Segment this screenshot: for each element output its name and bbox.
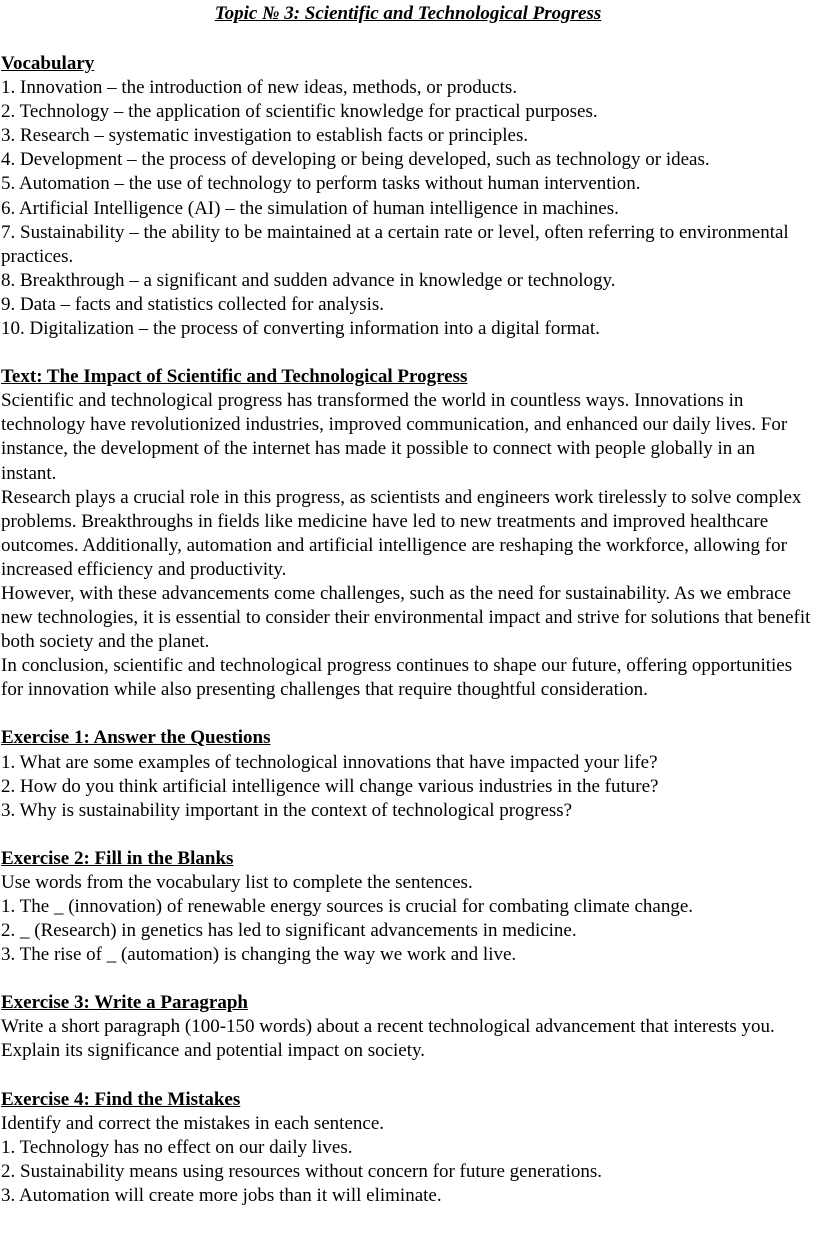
- vocabulary-item: 5. Automation – the use of technology to perform tasks without human intervention.: [1, 173, 641, 195]
- exercise-1-heading: Exercise 1: Answer the Questions: [1, 727, 271, 749]
- exercise-2-sentence: 1. The _ (innovation) of renewable energy sources is crucial for combating climate change.: [1, 896, 694, 917]
- vocabulary-item: 2. Technology – the application of scientific knowledge for practical purposes.: [1, 101, 598, 123]
- exercise-4-instruction: Identify and correct the mistakes in each sentence.: [1, 1112, 384, 1134]
- exercise-1-question: 1. What are some examples of technological innovations that have impacted your life?: [1, 751, 658, 773]
- exercise-1-section: [0, 726, 816, 822]
- vocabulary-item: 1. Innovation – the introduction of new ideas, methods, or products.: [1, 77, 518, 99]
- vocabulary-item: 9. Data – facts and statistics collected for analysis.: [1, 293, 385, 315]
- vocabulary-item: 8. Breakthrough – a significant and sudden advance in knowledge or technology.: [1, 269, 616, 291]
- exercise-4-section: [0, 1088, 816, 1208]
- text-paragraph: Research plays a crucial role in this progress, as scientists and engineers work tirelessly to solve complex problems. Breakthroughs in fields like medicine have led to new treatments and improved healthcare outcomes. Additionally, automation and artificial intelligence are reshaping the workforce, allowing for increased efficiency and productivity.: [1, 486, 802, 580]
- vocabulary-heading: Vocabulary: [1, 53, 95, 74]
- exercise-1-question: 3. Why is sustainability important in the context of technological progress?: [1, 799, 573, 821]
- exercise-2-heading: Exercise 2: Fill in the Blanks: [1, 847, 234, 869]
- exercise-2-section: [0, 847, 816, 967]
- exercise-4-heading: Exercise 4: Find the Mistakes: [1, 1088, 241, 1110]
- text-paragraph: However, with these advancements come challenges, such as the need for sustainability. As we embrace new technologies, it is essential to consider their environmental impact and strive for solutions that benefit both society and the planet.: [1, 582, 811, 653]
- exercise-2-instruction: Use words from the vocabulary list to complete the sentences.: [1, 871, 473, 893]
- exercise-3-heading: Exercise 3: Write a Paragraph: [1, 992, 248, 1014]
- reading-text-heading: Text: The Impact of Scientific and Technological Progress: [1, 366, 468, 388]
- exercise-4-sentence: 1. Technology has no effect on our daily lives.: [1, 1136, 353, 1158]
- exercise-2-sentence: 3. The rise of _ (automation) is changing the way we work and live.: [1, 944, 517, 966]
- vocabulary-item: 3. Research – systematic investigation to establish facts or principles.: [1, 125, 529, 147]
- text-paragraph: Scientific and technological progress has transformed the world in countless ways. Innovations in technology have revolutionized industries, improved communication, and enhanced our daily lives. For instance, the development of the internet has made it possible to connect with people globally in an instant.: [1, 390, 788, 484]
- page-title: Topic № 3: Scientific and Technological Progress: [214, 3, 602, 24]
- exercise-4-sentence: 2. Sustainability means using resources without concern for future generations.: [1, 1160, 602, 1182]
- vocabulary-item: 6. Artificial Intelligence (AI) – the simulation of human intelligence in machines.: [1, 197, 619, 219]
- vocabulary-section: [0, 52, 816, 341]
- exercise-4-sentence: 3. Automation will create more jobs than it will eliminate.: [1, 1184, 442, 1206]
- vocabulary-item: 7. Sustainability – the ability to be maintained at a certain rate or level, often referring to environmental practices.: [1, 221, 789, 267]
- reading-text-section: [0, 365, 816, 702]
- vocabulary-item: 10. Digitalization – the process of converting information into a digital format.: [1, 318, 600, 340]
- exercise-3-section: [0, 991, 816, 1063]
- exercise-2-sentence: 2. _ (Research) in genetics has led to significant advancements in medicine.: [1, 920, 577, 942]
- exercise-3-instruction: Write a short paragraph (100-150 words) about a recent technological advancement that interests you. Explain its significance and potential impact on society.: [1, 1016, 775, 1062]
- exercise-1-question: 2. How do you think artificial intelligence will change various industries in the future?: [1, 775, 659, 797]
- vocabulary-item: 4. Development – the process of developing or being developed, such as technology or ideas.: [1, 149, 710, 171]
- text-paragraph: In conclusion, scientific and technological progress continues to shape our future, offering opportunities for innovation while also presenting challenges that require thoughtful consideration.: [1, 655, 793, 701]
